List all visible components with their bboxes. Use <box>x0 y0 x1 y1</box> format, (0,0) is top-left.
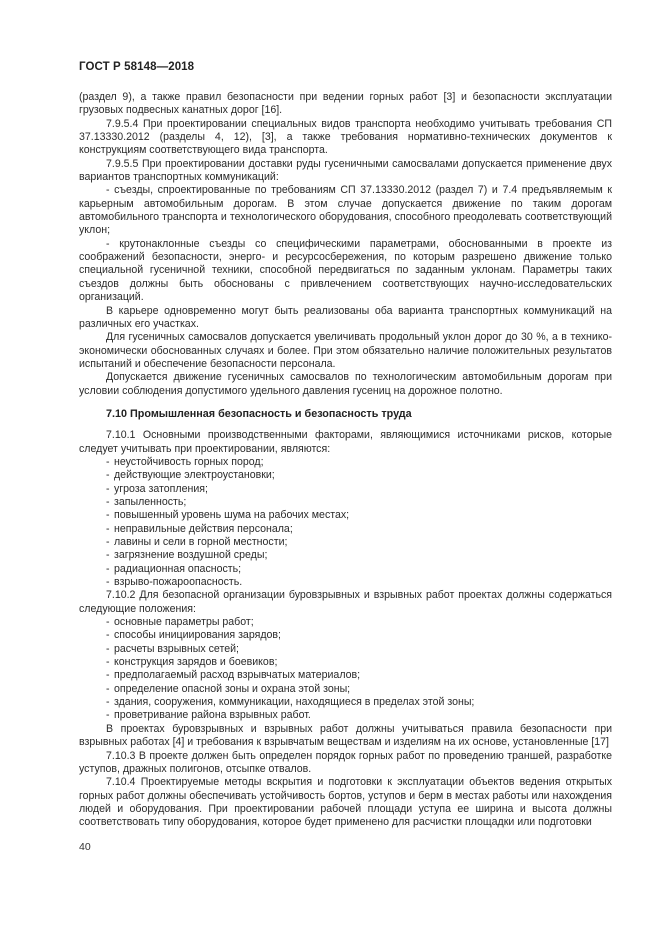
list-item <box>79 643 612 656</box>
list-dash-marker: - <box>106 616 110 629</box>
list-item <box>79 576 612 589</box>
list-item-text: неустойчивость горных пород; <box>114 455 264 468</box>
list-item <box>79 509 612 522</box>
list-item-text: лавины и сели в горной местности; <box>114 536 288 548</box>
list-item <box>79 683 612 696</box>
list-item <box>79 496 612 509</box>
list-dash-marker: - <box>106 669 110 682</box>
list-item <box>79 536 612 549</box>
list-dash-marker: - <box>106 482 110 495</box>
list-dash-marker: - <box>106 709 110 722</box>
list-dash-marker: - <box>106 629 110 642</box>
list-item <box>79 696 612 709</box>
list-item-text: радиационная опасность; <box>114 562 242 575</box>
list-dash-marker: - <box>106 642 110 655</box>
paragraph-7-10-3: 7.10.3 В проекте должен быть определен порядок горных работ по проведению траншей, разработке уступов, дражных полигонов, отсыпке отвалов. <box>79 749 612 775</box>
list-item-text: повышенный уровень шума на рабочих местах; <box>114 509 350 522</box>
list-item-text: проветривание района взрывных работ. <box>114 709 311 722</box>
list-item <box>79 669 612 682</box>
list-item-text: способы инициирования зарядов; <box>114 629 281 642</box>
list-item-text: действующие электроустановки; <box>114 469 275 482</box>
list-item <box>79 709 612 722</box>
list-item-text: здания, сооружения, коммуникации, находящиеся в пределах этой зоны; <box>114 696 475 709</box>
spacer <box>79 398 612 408</box>
list-dash-marker: - <box>106 549 110 562</box>
paragraph-7-10-1: 7.10.1 Основными производственными факторами, являющимися источниками рисков, которые следует учитывать при проектировании, являются: <box>79 429 612 455</box>
list-item-text: определение опасной зоны и охрана этой зоны; <box>114 682 351 695</box>
list-item-text: основные параметры работ; <box>114 616 254 629</box>
list-item-text: конструкция зарядов и боевиков; <box>114 656 278 669</box>
paragraph-7-10-2: 7.10.2 Для безопасной организации буровзрывных и взрывных работ проектах должны содержаться следующие положения: <box>79 589 612 615</box>
list-dash-marker: - <box>106 656 110 669</box>
list-item <box>79 616 612 629</box>
document-header-id: ГОСТ Р 58148—2018 <box>79 61 195 73</box>
blasting-provisions-list <box>79 616 612 723</box>
list-item <box>79 563 612 576</box>
list-item-text: предполагаемый расход взрывчатых материалов; <box>114 669 361 682</box>
spacer <box>79 421 612 429</box>
paragraph-7-9-5-4: 7.9.5.4 При проектировании специальных видов транспорта необходимо учитывать требования СП 37.13330.2012 (разделы 4, 12), [3], а также требования нормативно-технических документов к конструкциям соответствующего вида транспорта. <box>79 117 612 157</box>
list-dash-marker: - <box>106 682 110 695</box>
paragraph-slope-limit: Для гусеничных самосвалов допускается увеличивать продольный уклон дорог до 30 %, а в технико-экономически обоснованных случаях и более. При этом обязательно наличие положительных результатов испытаний и обеспечение безопасности персонала. <box>79 331 612 370</box>
list-item-text: неправильные действия персонала; <box>114 522 293 535</box>
list-dash-marker: - <box>106 495 110 508</box>
list-dash-marker: - <box>106 536 110 548</box>
paragraph-track-pressure: Допускается движение гусеничных самосвалов по технологическим автомобильным дорогам при условии соблюдения допустимого удельного давления гусениц на дорожное полотно. <box>79 371 612 397</box>
paragraph-option-1: - съезды, спроектированные по требованиям СП 37.13330.2012 (раздел 7) и 7.4 предъявляемым к карьерным автомобильным дорогам. В этом случае допускается движение по таким дорогам автомобильного транспорта и технологического оборудования, способного преодолевать соответствующий уклон; <box>79 184 612 237</box>
paragraph-7-10-4: 7.10.4 Проектируемые методы вскрытия и подготовки к эксплуатации объектов ведения открытых горных работ должны обеспечивать устойчивость бортов, уступов и берм в местах работы или нахождения людей и оборудования. При проектировании рабочей площади уступа ее ширина и высота должны соответствовать типу оборудования, которое будет применено для расчистки площадки или подготовки <box>79 776 612 829</box>
list-dash-marker: - <box>106 455 110 468</box>
list-dash-marker: - <box>106 696 110 709</box>
list-item <box>79 549 612 562</box>
list-item <box>79 523 612 536</box>
paragraph-option-2: - крутонаклонные съезды со специфическими параметрами, обоснованными в проекте из соображений безопасности, энерго- и ресурсосбережения, по которым разрешено движение только специальной гусеничной техники, способной передвигаться по заданным уклонам. Параметры таких съездов должны быть обоснованы с привлечением соответствующих научно-исследовательских организаций. <box>79 237 612 304</box>
risk-factors-list <box>79 456 612 589</box>
section-title-7-10: 7.10 Промышленная безопасность и безопасность труда <box>106 407 412 420</box>
paragraph-blasting-rules: В проектах буровзрывных и взрывных работ должны учитываться правила безопасности при взрывных работах [4] и требования к взрывчатым веществам и изделиям на их основе, установленные [17] <box>79 722 612 749</box>
list-item-text: взрыво-пожароопасность. <box>114 576 243 589</box>
list-item <box>79 656 612 669</box>
list-item <box>79 629 612 642</box>
list-dash-marker: - <box>106 562 110 575</box>
list-dash-marker: - <box>106 576 110 589</box>
list-dash-marker: - <box>106 469 110 482</box>
list-item-text: запыленность; <box>114 495 187 508</box>
paragraph-both-options: В карьере одновременно могут быть реализованы оба варианта транспортных коммуникаций на различных его участках. <box>79 304 612 330</box>
list-dash-marker: - <box>106 509 110 522</box>
list-dash-marker: - <box>106 522 110 535</box>
paragraph-7-9-5-5: 7.9.5.5 При проектировании доставки руды гусеничными самосвалами допускается применение двух вариантов транспортных коммуникаций: <box>79 157 612 184</box>
list-item-text: расчеты взрывных сетей; <box>114 642 239 655</box>
list-item <box>79 469 612 482</box>
list-item-text: загрязнение воздушной среды; <box>114 549 268 562</box>
list-item <box>79 483 612 496</box>
document-body <box>79 91 612 830</box>
page-number: 40 <box>79 841 91 853</box>
list-item <box>79 456 612 469</box>
list-item-text: угроза затопления; <box>114 482 208 495</box>
paragraph-continuation: (раздел 9), а также правил безопасности при ведении горных работ [3] и безопасности эксплуатации грузовых подвесных канатных дорог [16]. <box>79 91 612 117</box>
